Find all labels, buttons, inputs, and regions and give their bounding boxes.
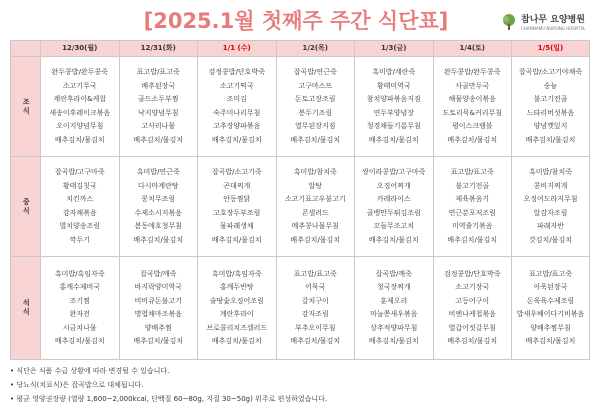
menu-cell — [119, 57, 198, 157]
menu-item: 숭늉 — [543, 81, 558, 90]
menu-item: 흑미밥/연근죽 — [136, 168, 180, 176]
menu-cell — [433, 257, 512, 360]
menu-item: 홍깨두반탕 — [219, 283, 254, 291]
day-header: 1/2(목) — [276, 41, 355, 57]
menu-item: 배추김치/물김치 — [290, 235, 341, 244]
menu-item: 배추김치/물김치 — [525, 135, 576, 144]
menu-item: 연두부양념장 — [373, 108, 415, 117]
menu-item: 다시마계란탕 — [137, 181, 179, 190]
menu-cell — [198, 157, 277, 257]
menu-item: 홍깨수제비국 — [59, 283, 101, 291]
menu-item: 황태미역국 — [376, 81, 411, 90]
meal-label: 중식 — [11, 157, 41, 257]
menu-item: 소고기떡국 — [219, 81, 254, 90]
menu-item: 표고밥/표고죽 — [529, 269, 572, 278]
menu-item: 훈제오리 — [380, 296, 408, 305]
logo-text — [521, 14, 586, 31]
menu-item: 사골만두국 — [455, 81, 490, 90]
menu-item: 콩비지찌개 — [533, 181, 568, 190]
menu-item: 돈토고장조림 — [294, 95, 336, 103]
menu-item: 배추김치/물김치 — [368, 337, 419, 345]
menu-item: 카레라이스 — [376, 195, 411, 203]
menu-cell — [433, 57, 512, 157]
menu-cell — [276, 257, 355, 360]
menu-cell — [119, 257, 198, 360]
meal-row — [11, 157, 590, 257]
menu-item: 잡곡밥/고구마죽 — [54, 168, 105, 176]
menu-item: 미역줄기볶음 — [451, 222, 493, 230]
menu-item: 비엔나케첩볶음 — [448, 310, 496, 318]
menu-item: 양배추찜 — [144, 323, 172, 332]
menu-item: 갓김치/물김치 — [529, 235, 572, 244]
menu-item: 배추된장국 — [141, 81, 176, 90]
menu-item: 배추김치/물김치 — [368, 235, 419, 244]
menu-item: 소고기무국 — [62, 81, 97, 90]
menu-cell — [355, 257, 434, 360]
menu-item: 배추김치/물김치 — [133, 235, 184, 244]
menu-item: 낙지양념무침 — [137, 108, 179, 117]
menu-item: 어묵국 — [305, 283, 326, 291]
menu-item: 마늘쫑새우볶음 — [370, 310, 418, 318]
menu-item: 고호장두부조림 — [213, 208, 261, 217]
menu-cell — [433, 157, 512, 257]
menu-cell — [355, 157, 434, 257]
menu-item: 청경채들기름무침 — [366, 122, 421, 130]
menu-item: 흑미밥/참치죽 — [293, 168, 337, 176]
day-header: 1/1 (수) — [198, 41, 277, 57]
menu-item: 흑미밥/흑임자죽 — [211, 269, 262, 278]
menu-cell — [512, 257, 590, 360]
day-header: 12/31(화) — [119, 41, 198, 57]
menu-item: 계란후라이&케찹 — [53, 95, 107, 103]
day-header: 1/5(일) — [512, 41, 590, 57]
menu-item: 완두콩밥/완두콩죽 — [444, 68, 501, 76]
menu-cell — [119, 157, 198, 257]
menu-item: 상추적양파무침 — [370, 323, 418, 332]
hospital-logo — [500, 10, 598, 34]
menu-item: 명엽채마조볶음 — [134, 310, 182, 318]
menu-item: 표고밥/표고죽 — [136, 68, 180, 76]
menu-item: 표고밥/표고죽 — [293, 269, 337, 278]
menu-item: 브로콜리치즈샐러드 — [206, 323, 268, 332]
menu-item: 고구마스프 — [298, 81, 333, 90]
menu-item: 검정콩밥/단호박죽 — [208, 68, 265, 76]
menu-item: 갈치구이 — [301, 296, 329, 305]
menu-item: 조기찜 — [69, 296, 90, 305]
menu-item: 배추김치/물김치 — [368, 135, 419, 144]
menu-item: 표고밥/표고죽 — [450, 168, 494, 176]
menu-item: 잡곡밥/소고기죽 — [211, 168, 262, 176]
menu-item: 물파래생채 — [219, 222, 254, 230]
menu-item: 고추장양파볶음 — [213, 122, 261, 130]
menu-item: 열갑어젓갈무침 — [448, 323, 496, 332]
menu-item: 고사리나물 — [141, 122, 176, 130]
menu-cell — [512, 57, 590, 157]
menu-item: 오징어도라지무침 — [523, 195, 578, 203]
corner-cell — [11, 41, 41, 57]
menu-cell — [198, 257, 277, 360]
menu-item: 쌍이라콩밥/고구마죽 — [362, 168, 426, 176]
page-title: [2025.1월 첫째주 주간 식단표] — [143, 9, 449, 33]
menu-cell — [198, 57, 277, 157]
menu-item: 골드소두부찜 — [137, 95, 179, 103]
menu-item: 알감자조림 — [533, 208, 568, 217]
day-header: 1/3(금) — [355, 41, 434, 57]
menu-item: 수제소시지볶음 — [134, 208, 182, 217]
menu-item: 배추김치/물김치 — [525, 337, 576, 345]
menu-item: 숙주미나리무침 — [213, 108, 261, 117]
note-item: • 식단은 식품 수급 상황에 따라 변경될 수 있습니다. — [10, 367, 170, 375]
menu-item: 오징어찌개 — [376, 181, 411, 190]
menu-item: 파래자반 — [536, 222, 565, 230]
menu-item: 불고기전골 — [533, 95, 568, 103]
menu-item: 봉두기조림 — [298, 108, 333, 117]
menu-item: 배추김치/물김치 — [211, 337, 262, 345]
menu-item: 황태김칫국 — [62, 181, 97, 190]
menu-item: 잡곡밥/연근죽 — [293, 68, 337, 76]
logo-name: 참나무 요양병원 — [521, 14, 585, 25]
meal-row — [11, 57, 590, 157]
menu-item: 소고기표고우불고기 — [284, 195, 346, 203]
menu-item: 잡곡밥/깨죽 — [140, 269, 177, 278]
weekly-menu-table — [10, 40, 590, 360]
menu-item: 양념깻잎지 — [533, 122, 568, 130]
menu-item: 감자채볶음 — [62, 208, 97, 217]
menu-item: 잡곡밥/깨죽 — [375, 269, 412, 278]
menu-item: 배추김치/물김치 — [133, 337, 184, 345]
menu-item: 콘샐러드 — [301, 208, 329, 217]
menu-cell — [41, 57, 120, 157]
menu-item: 해물양송이볶음 — [448, 95, 496, 103]
menu-item: 계란후라이 — [219, 310, 254, 318]
menu-item: 밥새우베이다기비볶음 — [516, 310, 585, 318]
menu-item: 아욱된장국 — [533, 283, 568, 291]
menu-item: 꽁치무조림 — [141, 195, 176, 203]
menu-item: 청국장찌개 — [376, 283, 411, 291]
menu-item: 잡곡밥/소고기야채죽 — [518, 68, 583, 76]
menu-item: 제육볶음기 — [455, 195, 490, 203]
day-header: 1/4(토) — [433, 41, 512, 57]
menu-item: 멸치양송조림 — [59, 222, 101, 230]
menu-item: 배추김치/물김치 — [290, 135, 341, 144]
menu-item: 완자전 — [69, 310, 90, 318]
menu-item: 바지락양미역국 — [134, 283, 182, 291]
menu-item: 배추김치/물김치 — [54, 135, 105, 144]
menu-item: 배추김치/물김치 — [447, 135, 498, 144]
menu-cell — [41, 257, 120, 360]
menu-item: 평이스크램블 — [451, 122, 493, 130]
menu-item: 감자조림 — [301, 310, 329, 318]
note-item: • 당뇨식(치료식)은 잡곡밥으로 대체됩니다. — [10, 381, 144, 389]
menu-item: 조미김 — [226, 95, 247, 103]
menu-item: 배추김치/물김치 — [54, 337, 105, 345]
menu-cell — [41, 157, 120, 257]
notes — [10, 364, 590, 412]
menu-item: 흑미밥/계란죽 — [372, 68, 416, 76]
menu-item: 참치양파볶음지짐 — [366, 95, 421, 103]
menu-item: 배추김치/물김치 — [211, 235, 262, 244]
menu-item: 돈육육수제조림 — [526, 296, 575, 305]
menu-item: 오이지양념무침 — [56, 122, 104, 130]
menu-item: 배추김치/물김치 — [290, 337, 341, 345]
menu-item: 골뱅만두튀김조림 — [366, 208, 421, 217]
menu-item: 도토리묵&커리무침 — [442, 108, 503, 117]
menu-item: 알탕 — [308, 181, 323, 190]
menu-item: 부추오이무침 — [294, 323, 336, 332]
logo-subtitle: CHAMNAMU NURSING HOSPITAL — [521, 25, 586, 31]
menu-item: 시금치나물 — [62, 323, 97, 332]
menu-item: 배추김치/물김치 — [133, 135, 184, 144]
menu-item: 완두콩밥/완두콩죽 — [51, 68, 108, 76]
menu-item: 치킨까스 — [66, 195, 94, 203]
menu-item: 양배추찜무침 — [530, 323, 571, 332]
menu-cell — [276, 57, 355, 157]
menu-item: 열무된장지짐 — [294, 122, 336, 130]
menu-item: 술땅숯오징어조림 — [209, 296, 264, 305]
tree-logo-icon — [500, 13, 518, 31]
meal-label: 조식 — [11, 57, 41, 157]
menu-item: 봄동애호청무침 — [134, 222, 182, 230]
note-item: • 평균 영양권장량 (열량 1,600~2,000kcal, 단백질 60~80g, 지질 30~50g) 위주로 편성하였습니다. — [10, 395, 328, 403]
menu-item: 소고기장국 — [455, 283, 490, 291]
menu-item: 흑미밥/참치죽 — [529, 168, 572, 176]
day-header: 12/30(월) — [41, 41, 120, 57]
menu-item: 새송이후레이크볶음 — [49, 108, 111, 117]
menu-item: 흑미밥/흑임자죽 — [54, 269, 105, 278]
menu-item: 배추김치/물김치 — [211, 135, 262, 144]
menu-item: 배추김치/물김치 — [447, 235, 498, 244]
menu-item: 메추콩나물무침 — [291, 222, 339, 230]
day-header-row — [11, 41, 590, 57]
menu-item: 깍두기 — [69, 235, 90, 244]
menu-cell — [276, 157, 355, 257]
menu-cell — [512, 157, 590, 257]
menu-item: 느타리버섯볶음 — [526, 108, 575, 117]
menu-item: 배추김치/물김치 — [447, 337, 498, 345]
meal-label: 석식 — [11, 257, 41, 360]
menu-item: 곤대찌개 — [223, 181, 251, 190]
meal-row — [11, 257, 590, 360]
menu-item: 비비큐돈불고기 — [134, 296, 182, 305]
menu-item: 고등어구이 — [455, 296, 490, 305]
menu-item: 꼬들무조고치 — [373, 222, 415, 230]
menu-item: 검정콩밥/단호박죽 — [444, 269, 501, 278]
menu-item: 불고기전골 — [455, 181, 490, 190]
menu-item: 안동찜닭 — [223, 195, 251, 203]
menu-cell — [355, 57, 434, 157]
menu-item: 연근분포저조림 — [448, 208, 496, 217]
